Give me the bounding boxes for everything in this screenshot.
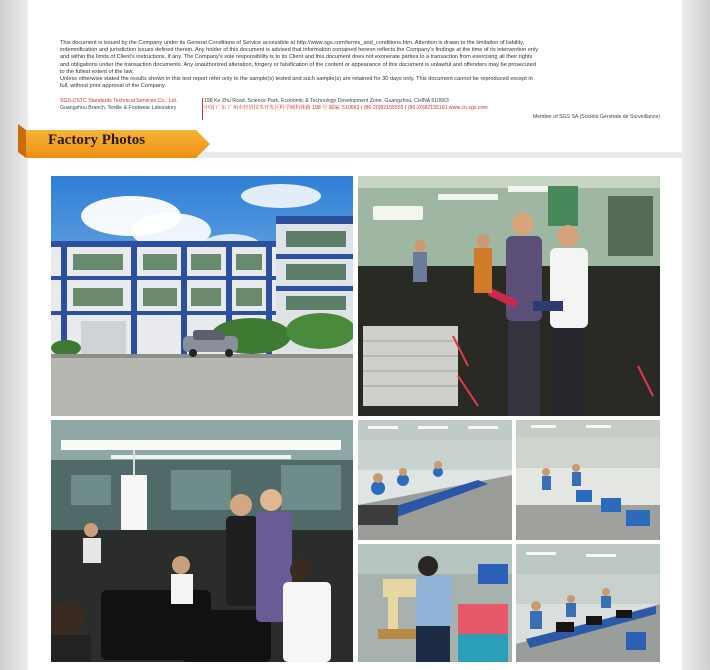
sewing-line-photo-1	[358, 420, 512, 540]
address-chinese: 中国 广东 广州市经济技术开发区科学城科珠路 198 号 邮编: 510663 t (86-20)82155555 f (86-20)82155161 www.cn.sgs.com	[204, 105, 488, 111]
sewing-worker-photo	[358, 544, 512, 662]
disclaimer-line: Unless otherwise stated the results shown in this test report refer only to the sample(s) tested and such sample(s) are retained for 30 days only. This document cannot be reproduced except in	[60, 76, 533, 83]
section-header-tab	[18, 124, 212, 158]
company-name: SGS-CSTC Standards Technical Services Co., Ltd.	[60, 98, 178, 104]
photo-grid	[28, 158, 682, 670]
footer-divider	[202, 98, 203, 120]
inspection-meeting-photo	[358, 176, 660, 416]
sewing-line-photo-2	[516, 420, 660, 540]
page-shadow-left	[0, 0, 28, 670]
page-shadow-right	[682, 0, 710, 670]
address-info	[204, 98, 544, 112]
branch-name: Guangzhou Branch, Textile & Footwear Laboratory	[60, 105, 177, 111]
disclaimer-line: indemnification and jurisdiction issues defined therein. Any holder of this document is advised that information contained hereon reflects the Company's findings at the time of its intervention only	[60, 47, 539, 54]
assembly-line-photo	[516, 544, 660, 662]
address-english: 198 Ke Zhu Road, Science Park, Economic & Technology Development Zone, Guangzhou, CHINA 510663	[204, 98, 449, 104]
disclaimer-line: and obligations under the transaction documents. Any unauthorized alteration, forgery or falsification of the content or appearance of this document is unlawful and offenders may be prosecuted	[60, 61, 536, 68]
certificate-disclaimer	[60, 40, 660, 90]
disclaimer-line: full, without prior approval of the Company.	[60, 83, 166, 90]
workshop-visit-photo	[51, 420, 353, 662]
disclaimer-line: and within the limits of Client's instructions, if any. The Company's sole responsibility is to its Client and this document does not exonerate parties to a transaction from exercising all their rights	[60, 54, 533, 61]
certificate-footer	[60, 98, 660, 122]
factory-building-photo	[51, 176, 353, 416]
disclaimer-line: to the fullest extent of the law.	[60, 68, 134, 75]
company-info	[60, 98, 200, 112]
disclaimer-line: This document is issued by the Company under its General Conditions of Service accessible at http://www.sgs.com/terms_and_conditions.htm. Attention is drawn to the limitation of liability,	[60, 40, 525, 46]
section-title: Factory Photos	[48, 132, 146, 148]
member-line: Member of SGS SA (Société Générale de Surveillance)	[532, 114, 660, 120]
